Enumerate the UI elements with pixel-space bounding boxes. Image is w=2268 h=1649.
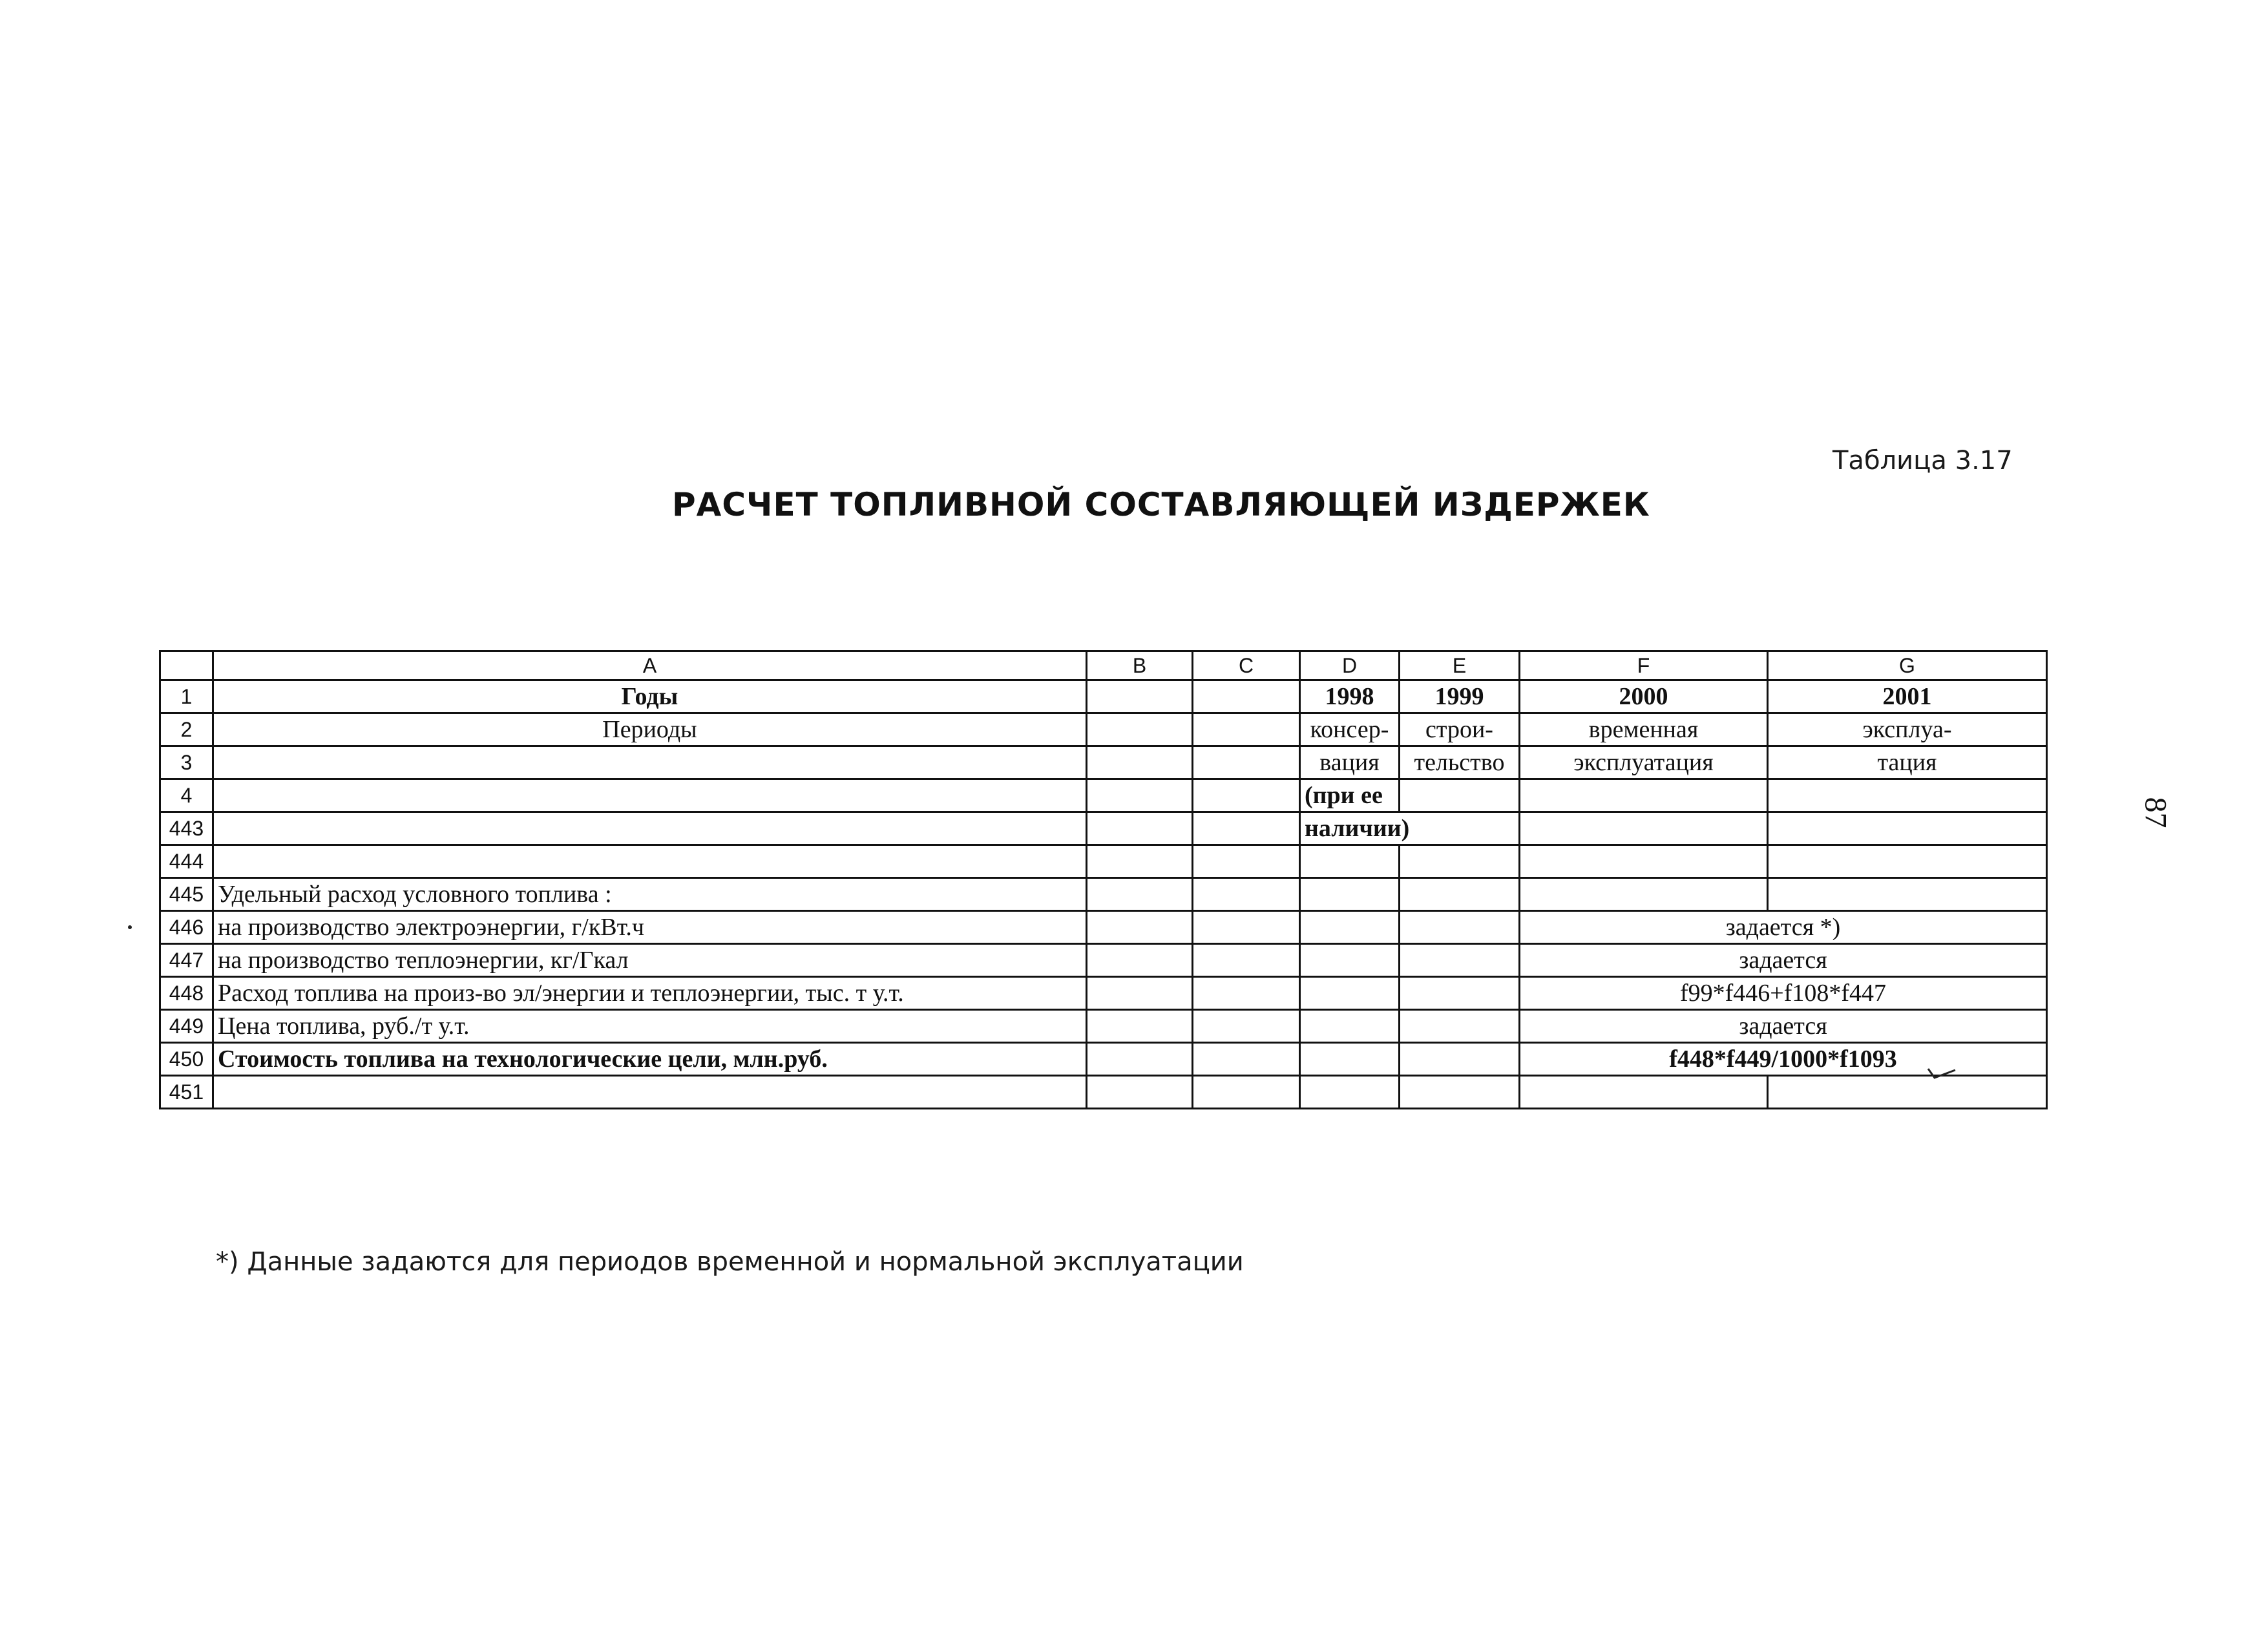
cell[interactable] <box>1193 878 1300 911</box>
cell-period-d-note-cont[interactable]: наличии) <box>1300 812 1520 845</box>
cell[interactable] <box>1768 812 2047 845</box>
cell[interactable] <box>1300 1010 1400 1043</box>
row-number[interactable]: 3 <box>160 746 213 779</box>
cell-year-1999[interactable]: 1999 <box>1400 680 1520 713</box>
column-header-a[interactable]: A <box>213 651 1087 680</box>
cell[interactable] <box>1087 1043 1193 1076</box>
row-number[interactable]: 445 <box>160 878 213 911</box>
table-row <box>160 1010 2047 1043</box>
table-row <box>160 878 2047 911</box>
column-header-c[interactable]: C <box>1193 651 1300 680</box>
column-header-row <box>160 651 2047 680</box>
row-number[interactable]: 451 <box>160 1076 213 1109</box>
cell[interactable] <box>1520 878 1768 911</box>
cell[interactable] <box>1400 779 1520 812</box>
cell[interactable] <box>1768 878 2047 911</box>
row-number[interactable]: 449 <box>160 1010 213 1043</box>
cell[interactable] <box>1193 713 1300 746</box>
cell-year-2000[interactable]: 2000 <box>1520 680 1768 713</box>
cell[interactable] <box>1520 779 1768 812</box>
cell[interactable] <box>1193 779 1300 812</box>
row-number[interactable]: 1 <box>160 680 213 713</box>
cell-heat-value[interactable]: задается <box>1520 944 2047 977</box>
cell[interactable] <box>1193 977 1300 1010</box>
cell[interactable] <box>1087 812 1193 845</box>
checkmark-icon <box>1927 1066 1957 1080</box>
table-row <box>160 680 2047 713</box>
row-number[interactable]: 448 <box>160 977 213 1010</box>
cell-electricity-value[interactable]: задается *) <box>1520 911 2047 944</box>
cell[interactable] <box>1520 812 1768 845</box>
cell-year-2001[interactable]: 2001 <box>1768 680 2047 713</box>
page-title: РАСЧЕТ ТОПЛИВНОЙ СОСТАВЛЯЮЩЕЙ ИЗДЕРЖЕК <box>672 486 1650 523</box>
table-row <box>160 746 2047 779</box>
row-number[interactable]: 444 <box>160 845 213 878</box>
column-header-b[interactable]: B <box>1087 651 1193 680</box>
cell[interactable] <box>1087 746 1193 779</box>
cell[interactable] <box>1193 1010 1300 1043</box>
stray-mark <box>128 925 132 929</box>
footnote: *) Данные задаются для периодов временной и нормальной эксплуатации <box>216 1247 1244 1277</box>
table-row <box>160 944 2047 977</box>
cell[interactable] <box>1193 1076 1300 1109</box>
cell-fuel-consumption-label[interactable]: Удельный расход условного топлива : <box>213 878 1087 911</box>
table-row <box>160 977 2047 1010</box>
cell-period-f-cont[interactable]: эксплуатация <box>1520 746 1768 779</box>
cell[interactable] <box>1193 1043 1300 1076</box>
cell[interactable] <box>1400 944 1520 977</box>
cell[interactable] <box>1193 911 1300 944</box>
cell[interactable] <box>1087 779 1193 812</box>
cell[interactable] <box>1300 1043 1400 1076</box>
cell-fuel-cost-formula[interactable]: f448*f449/1000*f1093 <box>1520 1043 2047 1076</box>
table-row <box>160 1043 2047 1076</box>
table-row <box>160 713 2047 746</box>
corner-cell[interactable] <box>160 651 213 680</box>
cell[interactable] <box>1300 878 1400 911</box>
cell[interactable] <box>1768 1076 2047 1109</box>
table-row <box>160 812 2047 845</box>
cell-period-g-cont[interactable]: тация <box>1768 746 2047 779</box>
cell-years-label[interactable]: Годы <box>213 680 1087 713</box>
cell-heat-label[interactable]: на производство теплоэнергии, кг/Гкал <box>213 944 1087 977</box>
cell[interactable] <box>1087 944 1193 977</box>
cell[interactable] <box>1768 779 2047 812</box>
table-row <box>160 1076 2047 1109</box>
table-row <box>160 911 2047 944</box>
table-row <box>160 845 2047 878</box>
cell-electricity-label[interactable]: на производство электроэнергии, г/кВт.ч <box>213 911 1087 944</box>
cell[interactable] <box>1193 845 1300 878</box>
cell[interactable] <box>1300 1076 1400 1109</box>
cell[interactable] <box>1520 845 1768 878</box>
cell[interactable] <box>1087 1076 1193 1109</box>
row-number[interactable]: 4 <box>160 779 213 812</box>
cell-period-f[interactable]: временная <box>1520 713 1768 746</box>
cell-fuel-price-value[interactable]: задается <box>1520 1010 2047 1043</box>
table-row <box>160 779 2047 812</box>
cell-period-d-note[interactable]: (при ее <box>1300 779 1400 812</box>
cell[interactable] <box>1520 1076 1768 1109</box>
cell[interactable] <box>213 779 1087 812</box>
cell[interactable] <box>1087 911 1193 944</box>
row-number[interactable]: 446 <box>160 911 213 944</box>
cell[interactable] <box>1400 911 1520 944</box>
cell[interactable] <box>1400 845 1520 878</box>
page-number: 87 <box>2138 797 2173 828</box>
cell-period-g[interactable]: эксплуа- <box>1768 713 2047 746</box>
cell[interactable] <box>1193 812 1300 845</box>
cell[interactable] <box>213 812 1087 845</box>
cell[interactable] <box>1193 944 1300 977</box>
row-number[interactable]: 2 <box>160 713 213 746</box>
column-header-f[interactable]: F <box>1520 651 1768 680</box>
cell-fuel-usage-label[interactable]: Расход топлива на произ-во эл/энергии и теплоэнергии, тыс. т у.т. <box>213 977 1087 1010</box>
cell[interactable] <box>213 845 1087 878</box>
cell[interactable] <box>1087 845 1193 878</box>
cell-period-d-cont[interactable]: вация <box>1300 746 1400 779</box>
cell[interactable] <box>1087 878 1193 911</box>
cell-fuel-cost-label[interactable]: Стоимость топлива на технологические цели, млн.руб. <box>213 1043 1087 1076</box>
cell[interactable] <box>1300 977 1400 1010</box>
cell[interactable] <box>213 1076 1087 1109</box>
cell-period-e-cont[interactable]: тельство <box>1400 746 1520 779</box>
cell[interactable] <box>213 746 1087 779</box>
cell[interactable] <box>1400 977 1520 1010</box>
cell[interactable] <box>1400 1010 1520 1043</box>
cell[interactable] <box>1400 1076 1520 1109</box>
row-number[interactable]: 443 <box>160 812 213 845</box>
cell[interactable] <box>1400 1043 1520 1076</box>
cell[interactable] <box>1300 845 1400 878</box>
cell[interactable] <box>1193 746 1300 779</box>
cell[interactable] <box>1087 977 1193 1010</box>
cell[interactable] <box>1768 845 2047 878</box>
cell-year-1998[interactable]: 1998 <box>1300 680 1400 713</box>
cell[interactable] <box>1193 680 1300 713</box>
column-header-e[interactable]: E <box>1400 651 1520 680</box>
spreadsheet-table <box>159 650 2048 1109</box>
row-number[interactable]: 447 <box>160 944 213 977</box>
cell-fuel-price-label[interactable]: Цена топлива, руб./т у.т. <box>213 1010 1087 1043</box>
cell[interactable] <box>1300 911 1400 944</box>
cell-fuel-usage-formula[interactable]: f99*f446+f108*f447 <box>1520 977 2047 1010</box>
cell[interactable] <box>1300 944 1400 977</box>
cell-periods-label[interactable]: Периоды <box>213 713 1087 746</box>
cell-period-e[interactable]: строи- <box>1400 713 1520 746</box>
cell-period-d[interactable]: консер- <box>1300 713 1400 746</box>
cell[interactable] <box>1087 1010 1193 1043</box>
column-header-d[interactable]: D <box>1300 651 1400 680</box>
cell[interactable] <box>1087 680 1193 713</box>
cell[interactable] <box>1087 713 1193 746</box>
column-header-g[interactable]: G <box>1768 651 2047 680</box>
cell[interactable] <box>1400 878 1520 911</box>
row-number[interactable]: 450 <box>160 1043 213 1076</box>
table-number: Таблица 3.17 <box>1832 446 2013 476</box>
